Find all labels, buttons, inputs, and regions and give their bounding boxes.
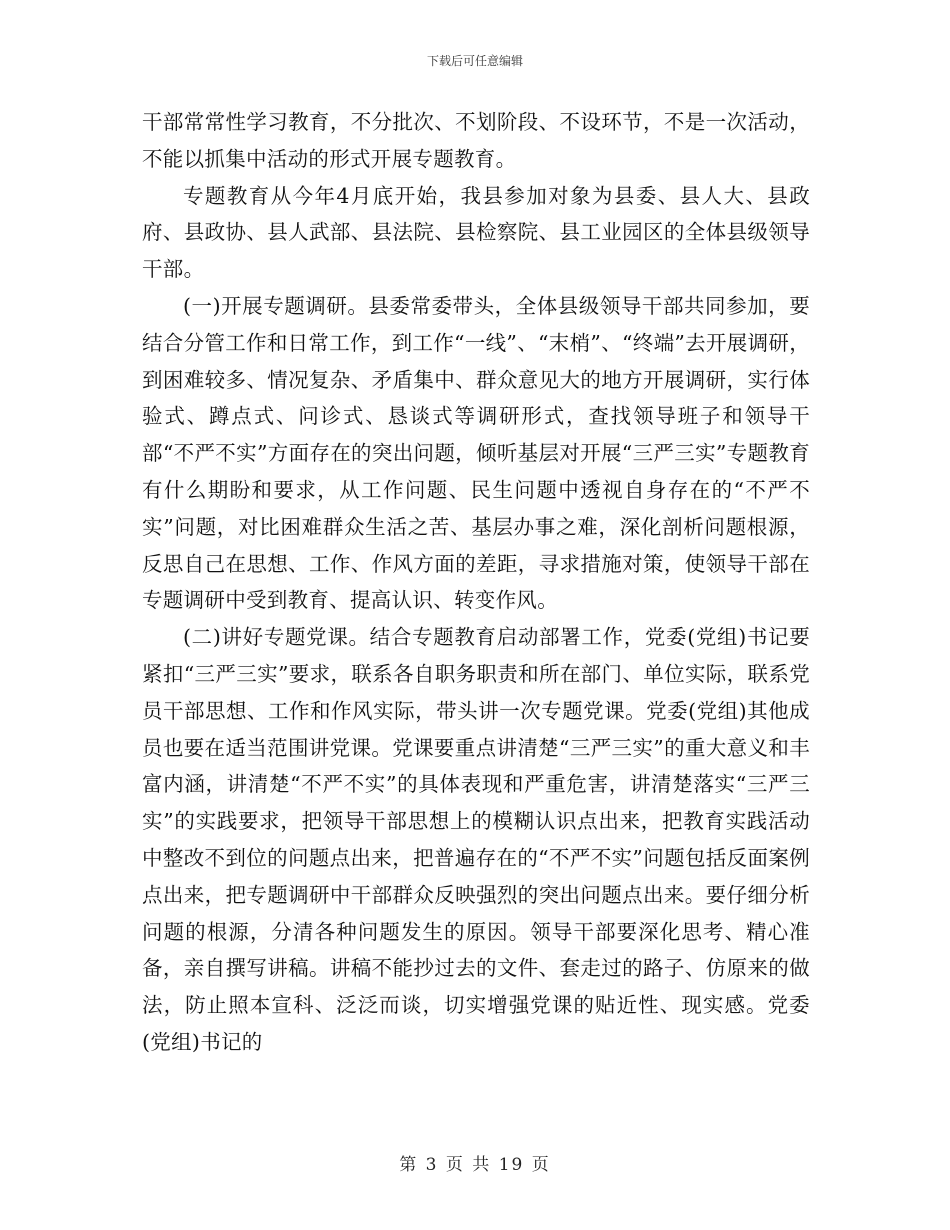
page-header: 下载后可任意编辑	[426, 54, 523, 68]
paragraph-2: 专题教育从今年4月底开始，我县参加对象为县委、县人大、县政府、县政协、县人武部、县法院、县检察院、县工业园区的全体县级领导干部。	[142, 183, 810, 282]
document-body	[142, 104, 810, 1061]
paragraph-4: (二)讲好专题党课。结合专题教育启动部署工作，党委(党组)书记要紧扣“三严三实”要求，联系各自职务职责和所在部门、单位实际，联系党员干部思想、工作和作风实际，带头讲一次专题党课。党委(党组)其他成员也要在适当范围讲党课。党课要重点讲清楚“三严三实”的重大意义和丰富内涵，讲清楚“不严不实”的具体表现和严重危害，讲清楚落实“三严三实”的实践要求，把领导干部思想上的模糊认识点出来，把教育实践活动中整改不到位的问题点出来，把普遍存在的“不严不实”问题包括反面案例点出来，把专题调研中干部群众反映强烈的突出问题点出来。要仔细分析问题的根源，分清各种问题发生的原因。领导干部要深化思考、精心准备，亲自撰写讲稿。讲稿不能抄过去的文件、套走过的路子、仿原来的做法，防止照本宣科、泛泛而谈，切实增强党课的贴近性、现实感。党委(党组)书记的	[142, 625, 810, 1054]
paragraph-1: 干部常常性学习教育，不分批次、不划阶段、不设环节，不是一次活动，不能以抓集中活动的形式开展专题教育。	[142, 110, 810, 171]
paragraph-3: (一)开展专题调研。县委常委带头，全体县级领导干部共同参加，要结合分管工作和日常工作，到工作“一线”、“末梢”、“终端”去开展调研，到困难较多、情况复杂、矛盾集中、群众意见大的地方开展调研，实行体验式、蹲点式、问诊式、恳谈式等调研形式，查找领导班子和领导干部“不严不实”方面存在的突出问题，倾听基层对开展“三严三实”专题教育有什么期盼和要求，从工作问题、民生问题中透视自身存在的“不严不实”问题，对比困难群众生活之苦、基层办事之难，深化剖析问题根源，反思自己在思想、工作、作风方面的差距，寻求措施对策，使领导干部在专题调研中受到教育、提高认识、转变作风。	[142, 293, 810, 613]
page-number-footer: 第 3 页 共 19 页	[399, 1155, 551, 1175]
